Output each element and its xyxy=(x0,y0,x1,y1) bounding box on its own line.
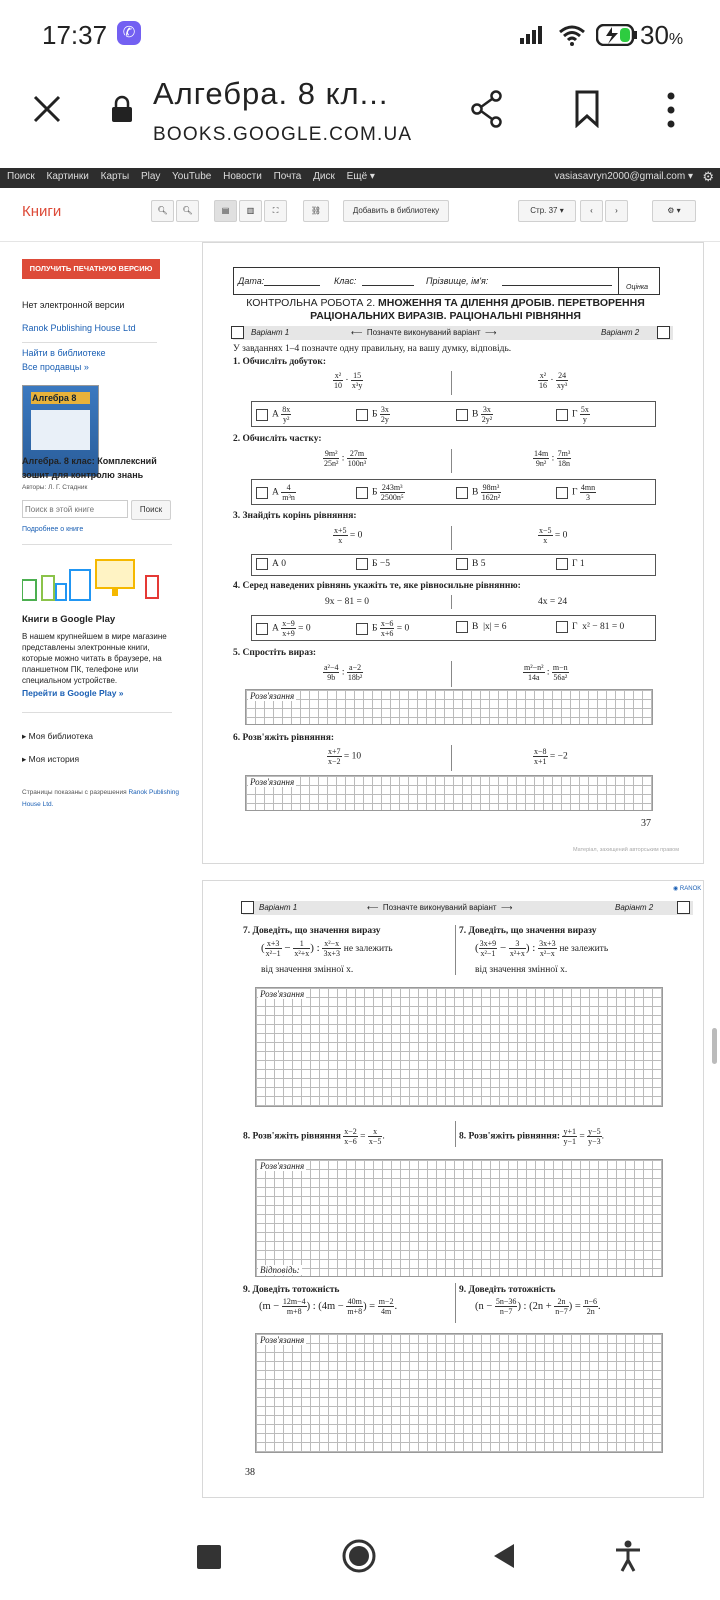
get-print-button[interactable]: ПОЛУЧИТЬ ПЕЧАТНУЮ ВЕРСИЮ xyxy=(22,259,160,279)
solution-label: Розв'язання xyxy=(250,777,295,787)
q9-right-expr: (n − $\frac{5n-36}{n-7}$ ) : (2n + $\frac{2n}{n-7}$ ) = $\frac{n-6}{2n}$ . xyxy=(475,1297,601,1316)
column-divider xyxy=(451,661,452,687)
q2-options xyxy=(251,479,656,505)
book-page-38 xyxy=(202,880,704,1498)
variant1-checkbox[interactable] xyxy=(241,901,254,914)
q4-left-eq: 9x − 81 = 0 xyxy=(325,597,369,607)
permission-text: Страницы показаны с разрешения Ranok Publishing House Ltd. xyxy=(22,789,180,808)
fullscreen-icon[interactable]: ⛶ xyxy=(264,200,287,222)
divider xyxy=(22,712,172,713)
q9-left-expr: (m − $\frac{12m-4}{m+8}$ ) : (4m − $\frac{40m}{m+8}$ ) = $\frac{m-2}{4m}$ . xyxy=(259,1297,398,1316)
back-icon[interactable] xyxy=(492,1543,516,1569)
column-divider xyxy=(451,371,452,395)
all-sellers-link[interactable]: Все продавцы » xyxy=(22,362,89,372)
q6-right-expr: $\frac{x-8}{x+1}$ = −2 xyxy=(534,747,568,766)
q1-option-c[interactable]: В $\frac{3x}{\text{2y²}}$ xyxy=(456,405,493,424)
q3-left-expr: $\frac{x+5}{x}$ = 0 xyxy=(334,526,363,545)
q7-left-expr: ( $\frac{x+3}{\text{x²−1}}$ − $\frac{1}{\text{x²+x}}$ ) : $\frac{\text{x²−x}}{3x+3}$ не залежить xyxy=(261,939,393,958)
test-title: КОНТРОЛЬНА РОБОТА 2. МНОЖЕННЯ ТА ДІЛЕННЯ ДРОБІВ. ПЕРЕТВОРЕННЯ РАЦІОНАЛЬНИХ ВИРАЗІВ. РАЦІОНАЛЬНІ РІВНЯННЯ xyxy=(246,297,645,322)
settings-gear-icon[interactable]: ⚙ ▾ xyxy=(652,200,696,222)
more-vert-icon[interactable] xyxy=(666,92,676,128)
q5-right-expr: $\frac{\text{m²−n²}}{14a}$ : $\frac{m-n}{\text{56a²}}$ xyxy=(524,663,568,682)
q2-option-b[interactable]: Б $\frac{\text{243m³}}{\text{2500n⁵}}$ xyxy=(356,483,405,502)
sidebar xyxy=(0,242,200,1492)
recents-icon[interactable] xyxy=(197,1545,221,1569)
prev-page-icon[interactable]: ‹ xyxy=(580,200,603,222)
question-5: 5. Спростіть вираз: xyxy=(233,648,317,658)
publisher-link[interactable]: Ranok Publishing House Ltd xyxy=(22,323,136,333)
column-divider xyxy=(451,595,452,609)
book-authors: Авторы: Л. Г. Стадник xyxy=(22,484,88,491)
page-number: 38 xyxy=(245,1467,255,1478)
battery-level: 30% xyxy=(640,20,684,50)
instruction: У завданнях 1–4 позначте одну правильну, на вашу думку, відповідь. xyxy=(233,344,512,354)
nav-search[interactable]: Поиск xyxy=(7,171,35,182)
date-label: Дата: xyxy=(238,276,265,286)
q1-left-expr: $\frac{\text{x²}}{10}$ · $\frac{15}{\text{x³y}}$ xyxy=(334,371,363,390)
question-2: 2. Обчисліть частку: xyxy=(233,434,322,444)
q8-left: 8. Розв'яжіть рівняння $\frac{x-2}{x-6}$ = $\frac{x}{x-5}$ . xyxy=(243,1127,385,1146)
q1-option-d[interactable]: Г $\frac{5x}{y}$ xyxy=(556,405,590,424)
q2-right-expr: $\frac{14m}{\text{9n²}}$ : $\frac{\text{7m³}}{18n}$ xyxy=(534,449,571,468)
nav-more[interactable]: Ещё ▾ xyxy=(346,171,375,182)
signal-icon xyxy=(520,26,546,44)
q4-option-a[interactable]: А $\frac{x-9}{x+9}$ = 0 xyxy=(256,619,311,638)
q1-option-a[interactable]: А $\frac{8x}{\text{y²}}$ xyxy=(256,405,291,424)
accessibility-icon[interactable] xyxy=(614,1540,642,1572)
triangle-right-icon: ▸ xyxy=(22,754,29,764)
google-nav xyxy=(7,171,384,182)
column-divider xyxy=(451,526,452,550)
q6-solution-grid[interactable] xyxy=(245,775,653,811)
q7-solution-grid[interactable] xyxy=(255,987,663,1107)
permission-link[interactable]: Ranok Publishing House Ltd. xyxy=(22,789,180,808)
play-text: В нашем крупнейшем в мире магазине представлены электронные книги, которые можно читать в браузере, на планшетном ПК, телефоне или специальном устройстве. xyxy=(22,632,167,685)
solution-label: Розв'язання xyxy=(260,1335,305,1345)
grade-divider xyxy=(618,268,619,294)
single-page-icon[interactable]: ▤ xyxy=(214,200,237,222)
cover-art xyxy=(31,410,90,450)
nav-drive[interactable]: Диск xyxy=(313,171,335,182)
column-divider xyxy=(455,1283,456,1323)
viber-icon: ✆ xyxy=(117,21,141,45)
variant1-checkbox[interactable] xyxy=(231,326,244,339)
account-email[interactable]: vasiasavryn2000@gmail.com ▾ xyxy=(554,171,693,182)
q4-option-c[interactable]: В |x| = 6 xyxy=(456,621,507,633)
variant-mid: ⟵ Позначте виконуваний варіант ⟶ xyxy=(351,328,497,337)
name-line xyxy=(502,285,612,286)
nav-mail[interactable]: Почта xyxy=(273,171,302,182)
nav-images[interactable]: Картинки xyxy=(46,171,89,182)
question-7-right: 7. Доведіть, що значення виразу xyxy=(459,926,597,936)
url-text[interactable]: BOOKS.GOOGLE.COM.UA xyxy=(153,124,413,145)
q2-option-a[interactable]: А $\frac{4}{\text{m³n}}$ xyxy=(256,483,296,502)
next-page-icon[interactable]: › xyxy=(605,200,628,222)
page-number: 37 xyxy=(641,818,651,829)
books-brand[interactable]: Книги xyxy=(22,203,62,220)
variant2-label: Варіант 2 xyxy=(601,328,640,337)
books-header xyxy=(0,188,720,242)
play-heading: Книги в Google Play xyxy=(22,614,116,625)
date-line xyxy=(264,285,320,286)
q9-solution-grid[interactable] xyxy=(255,1333,663,1453)
q3-option-a[interactable]: А 0 xyxy=(256,558,286,570)
variant2-checkbox[interactable] xyxy=(677,901,690,914)
about-book-link[interactable]: Подробнее о книге xyxy=(22,526,84,533)
question-1: 1. Обчисліть добуток: xyxy=(233,357,326,367)
solution-label: Розв'язання xyxy=(250,691,295,701)
q5-solution-grid[interactable] xyxy=(245,689,653,725)
column-divider xyxy=(455,925,456,975)
nav-play[interactable]: Play xyxy=(140,171,161,182)
find-library-link[interactable]: Найти в библиотеке xyxy=(22,348,106,358)
variant-bar xyxy=(233,326,673,340)
nav-maps[interactable]: Карты xyxy=(100,171,130,182)
share-icon[interactable] xyxy=(470,90,504,128)
column-divider xyxy=(455,1121,456,1147)
q6-left-expr: $\frac{x+7}{x-2}$ = 10 xyxy=(328,747,362,766)
ranok-logo: ◉ RANOK xyxy=(673,886,702,892)
answer-label: Відповідь: xyxy=(260,1265,300,1275)
question-6: 6. Розв'яжіть рівняння: xyxy=(233,733,335,743)
variant-mid: ⟵ Позначте виконуваний варіант ⟶ xyxy=(367,903,513,912)
q8-right: 8. Розв'яжіть рівняння: $\frac{y+1}{y-1}$ = $\frac{y-5}{y-3}$ . xyxy=(459,1127,604,1146)
android-nav-bar xyxy=(0,1500,720,1600)
q3-options xyxy=(251,554,656,576)
grade-label: Оцінка xyxy=(626,284,649,291)
q3-option-b[interactable]: Б −5 xyxy=(356,558,390,570)
home-icon[interactable] xyxy=(341,1538,377,1574)
question-7-left: 7. Доведіть, що значення виразу xyxy=(243,926,381,936)
question-3: 3. Знайдіть корінь рівняння: xyxy=(233,511,357,521)
q7-right-tail: від значення змінної x. xyxy=(475,965,568,975)
q2-option-d[interactable]: Г $\frac{4mn}{3}$ xyxy=(556,483,596,502)
my-library-link[interactable]: ▸ Моя библиотека xyxy=(22,731,94,741)
q2-left-expr: $\frac{\text{9m²}}{\text{25n²}}$ : $\frac{27m}{\text{100n³}}$ xyxy=(324,449,367,468)
divider xyxy=(22,342,157,343)
q5-left-expr: $\frac{\text{a²−4}}{9b}$ : $\frac{a-2}{\text{18b²}}$ xyxy=(324,663,363,682)
class-label: Клас: xyxy=(334,276,357,286)
question-4: 4. Серед наведених рівнянь укажіть те, яке рівносильне рівнянню: xyxy=(233,581,521,591)
q2-option-c[interactable]: В $\frac{\text{98m³}}{\text{162n²}}$ xyxy=(456,483,501,502)
column-divider xyxy=(451,745,452,771)
q1-options xyxy=(251,401,656,427)
my-history-link[interactable]: ▸ Моя история xyxy=(22,754,80,764)
scrollbar-thumb[interactable] xyxy=(712,1028,717,1064)
solution-label: Розв'язання xyxy=(260,1161,305,1171)
two-page-icon[interactable]: ▥ xyxy=(239,200,262,222)
link-icon[interactable]: ⛓ xyxy=(303,200,329,222)
status-time: 17:37 xyxy=(42,20,108,50)
cover-title: Алгебра 8 xyxy=(31,392,90,404)
book-title: Алгебра. 8 клас: Комплексний зошит для контролю знань xyxy=(22,456,157,480)
variant-bar xyxy=(243,901,693,915)
q3-option-c[interactable]: В 5 xyxy=(456,558,485,570)
nav-youtube[interactable]: YouTube xyxy=(172,171,212,182)
question-9-right: 9. Доведіть тотожність xyxy=(459,1285,556,1295)
variant1-label: Варіант 1 xyxy=(259,903,298,912)
book-search-input[interactable] xyxy=(22,500,128,518)
column-divider xyxy=(451,449,452,473)
triangle-right-icon: ▸ xyxy=(22,731,29,741)
wifi-icon xyxy=(558,24,586,46)
q4-right-eq: 4x = 24 xyxy=(538,597,568,607)
divider xyxy=(22,544,172,545)
copyright-note: Матеріал, захищений авторським правом xyxy=(573,847,679,853)
name-label: Прізвище, ім'я: xyxy=(426,276,489,286)
variant1-label: Варіант 1 xyxy=(251,328,290,337)
header-form xyxy=(233,267,660,295)
book-search-button[interactable]: Поиск xyxy=(131,500,171,520)
q7-right-expr: ( $\frac{3x+9}{\text{x²−1}}$ − $\frac{3}{\text{x²+x}}$ ) : $\frac{3x+3}{\text{x²−x}}$ не залежить xyxy=(475,939,609,958)
google-bar xyxy=(0,168,720,188)
gear-icon[interactable]: ⚙ xyxy=(702,169,714,184)
no-ebook-text: Нет электронной версии xyxy=(22,300,125,310)
q4-option-d[interactable]: Г x² − 81 = 0 xyxy=(556,621,624,633)
close-icon[interactable] xyxy=(32,94,62,124)
q3-right-expr: $\frac{x-5}{x}$ = 0 xyxy=(539,526,568,545)
q4-option-b[interactable]: Б $\frac{x-6}{x+6}$ = 0 xyxy=(356,619,409,638)
page-title: Алгебра. 8 кл... xyxy=(153,76,389,111)
battery-icon xyxy=(596,24,638,46)
status-bar xyxy=(0,0,720,70)
lock-icon xyxy=(110,95,134,123)
add-to-library-button[interactable]: Добавить в библиотеку xyxy=(343,200,449,222)
q3-option-d[interactable]: Г 1 xyxy=(556,558,585,570)
q8-solution-grid[interactable] xyxy=(255,1159,663,1277)
variant2-label: Варіант 2 xyxy=(615,903,654,912)
page-select[interactable]: Стр. 37 ▾ xyxy=(518,200,576,222)
zoom-out-icon[interactable]: 🔍︎ xyxy=(176,200,199,222)
google-play-link[interactable]: Перейти в Google Play » xyxy=(22,688,124,698)
class-line xyxy=(362,285,414,286)
nav-news[interactable]: Новости xyxy=(223,171,262,182)
q1-right-expr: $\frac{\text{x²}}{16}$ · $\frac{24}{\text{xy³}}$ xyxy=(539,371,568,390)
q7-left-tail: від значення змінної x. xyxy=(261,965,354,975)
book-page-37 xyxy=(202,242,704,864)
solution-label: Розв'язання xyxy=(260,989,305,999)
q4-options xyxy=(251,615,656,641)
devices-icon xyxy=(22,558,164,604)
zoom-in-icon[interactable]: 🔍︎ xyxy=(151,200,174,222)
q1-option-b[interactable]: Б $\frac{3x}{2y}$ xyxy=(356,405,390,424)
question-9-left: 9. Доведіть тотожність xyxy=(243,1285,340,1295)
variant2-checkbox[interactable] xyxy=(657,326,670,339)
bookmark-icon[interactable] xyxy=(574,90,600,128)
